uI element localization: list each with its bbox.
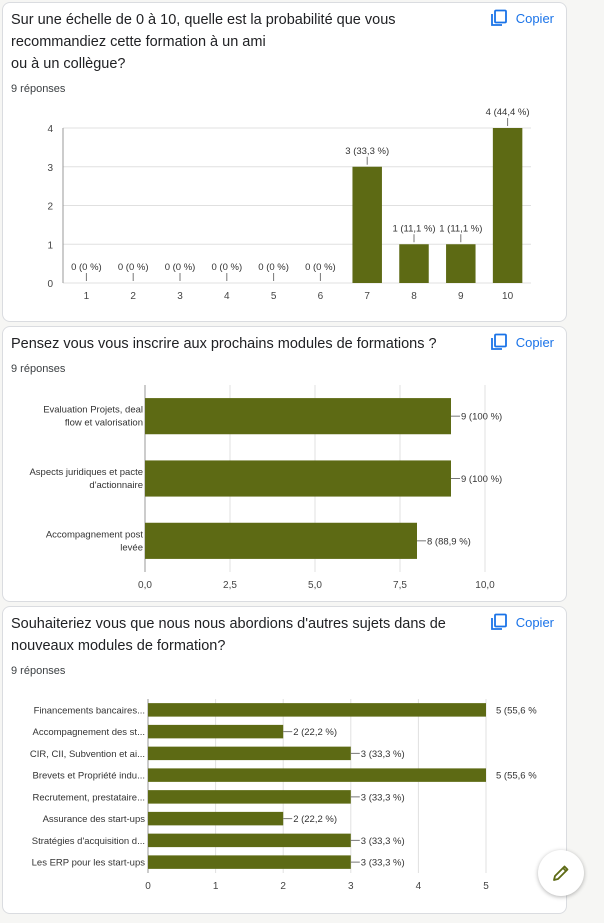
x-tick-label: 10,0	[475, 580, 495, 591]
bar	[145, 460, 451, 496]
x-tick-label: 0,0	[138, 580, 152, 591]
response-count: 9 réponses	[11, 665, 66, 677]
bar	[148, 812, 283, 825]
question-title-line: Pensez vous vous inscrire aux prochains modules de formations ?	[11, 336, 437, 352]
data-label: 1 (11,1 %)	[392, 223, 436, 235]
y-tick-label: 4	[47, 124, 53, 135]
bar	[493, 128, 522, 283]
category-label: Financements bancaires...	[33, 705, 145, 717]
bar	[399, 244, 428, 283]
x-tick-label: 1	[83, 291, 90, 302]
category-label: Les ERP pour les start-ups	[31, 857, 145, 869]
data-label: 9 (100 %)	[461, 474, 503, 485]
data-label: 4 (44,4 %)	[485, 107, 530, 118]
bar	[148, 790, 351, 803]
chart-next-modules	[3, 327, 568, 603]
x-tick-label: 7	[364, 291, 370, 302]
y-tick-label: 0	[47, 279, 53, 290]
category-label: Brevets et Propriété indu...	[32, 770, 145, 782]
data-label: 0 (0 %)	[258, 262, 289, 273]
bar	[148, 855, 351, 868]
data-label: 3 (33,3 %)	[345, 145, 390, 157]
x-tick-label: 3	[348, 881, 354, 892]
data-label: 2 (22,2 %)	[293, 727, 338, 739]
y-tick-label: 3	[47, 162, 53, 174]
copy-button-label: Copier	[515, 614, 554, 630]
category-label: levée	[120, 542, 143, 554]
data-label: 5 (55,6 %	[496, 705, 537, 717]
category-label: CIR, CII, Subvention et ai...	[29, 748, 145, 760]
data-label: 3 (33,3 %)	[360, 835, 405, 847]
y-tick-label: 1	[47, 240, 53, 252]
category-label: Assurance des start-ups	[42, 814, 145, 826]
data-label: 0 (0 %)	[117, 262, 149, 273]
category-label: d'actionnaire	[89, 480, 143, 491]
bar	[148, 725, 283, 738]
response-count: 9 réponses	[11, 363, 66, 375]
data-label: 1 (11,1 %)	[439, 223, 483, 235]
bar	[352, 167, 381, 283]
data-label: 0 (0 %)	[164, 262, 196, 273]
copy-button-label: Copier	[515, 10, 554, 26]
data-label: 0 (0 %)	[71, 262, 102, 273]
data-label: 5 (55,6 %	[496, 770, 537, 782]
category-label: Accompagnement post	[45, 529, 143, 541]
x-tick-label: 5	[270, 291, 277, 302]
category-label: Evaluation Projets, deal	[43, 404, 143, 416]
category-label: Accompagnement des st...	[32, 727, 145, 739]
bar	[148, 703, 486, 716]
x-tick-label: 2	[130, 291, 136, 302]
bar	[148, 747, 351, 760]
data-label: 9 (100 %)	[461, 411, 503, 423]
response-count: 9 réponses	[11, 83, 66, 95]
x-tick-label: 1	[212, 881, 219, 892]
data-label: 2 (22,2 %)	[293, 814, 338, 826]
question-title-line: Souhaiteriez vous que nous nous abordions d'autres sujets dans de	[11, 616, 446, 632]
data-label: 3 (33,3 %)	[360, 792, 405, 804]
x-tick-label: 10	[502, 291, 514, 302]
chart-other-topics	[3, 607, 568, 915]
question-title-line: ou à un collègue?	[11, 56, 126, 72]
question-card-other-topics	[2, 606, 567, 914]
question-title-line: Sur une échelle de 0 à 10, quelle est la probabilité que vous	[11, 12, 396, 28]
category-label: Aspects juridiques et pacte	[29, 467, 143, 478]
x-tick-label: 0	[145, 881, 151, 892]
x-tick-label: 2	[280, 881, 286, 892]
data-label: 0 (0 %)	[211, 262, 243, 273]
question-card-next-modules	[2, 326, 567, 602]
x-tick-label: 6	[317, 291, 324, 302]
category-label: Stratégies d'acquisition d...	[31, 835, 145, 847]
x-tick-label: 5,0	[308, 580, 322, 591]
y-tick-label: 2	[47, 201, 53, 213]
pencil-icon	[551, 863, 571, 883]
question-title-line: recommandiez cette formation à un ami	[11, 34, 266, 50]
bar	[145, 398, 451, 434]
data-label: 0 (0 %)	[305, 262, 336, 273]
x-tick-label: 2,5	[223, 580, 237, 591]
bar	[145, 523, 417, 559]
x-tick-label: 8	[411, 291, 417, 302]
data-label: 3 (33,3 %)	[360, 857, 405, 869]
question-card-recommendation	[2, 2, 567, 322]
x-tick-label: 3	[177, 291, 183, 302]
data-label: 8 (88,9 %)	[427, 536, 471, 548]
data-label: 3 (33,3 %)	[360, 748, 405, 760]
x-tick-label: 5	[483, 881, 489, 892]
x-tick-label: 4	[415, 881, 422, 892]
chart-recommendation-scores	[3, 3, 568, 323]
category-label: Recrutement, prestataire...	[32, 792, 145, 804]
x-tick-label: 9	[458, 291, 464, 302]
x-tick-label: 4	[224, 291, 230, 302]
bar	[446, 244, 475, 283]
copy-button-label: Copier	[515, 334, 554, 350]
question-title-line: nouveaux modules de formation?	[11, 638, 226, 654]
edit-button[interactable]	[538, 850, 584, 896]
bar	[148, 768, 486, 781]
bar	[148, 834, 351, 847]
x-tick-label: 7,5	[393, 580, 407, 591]
category-label: flow et valorisation	[64, 417, 143, 429]
